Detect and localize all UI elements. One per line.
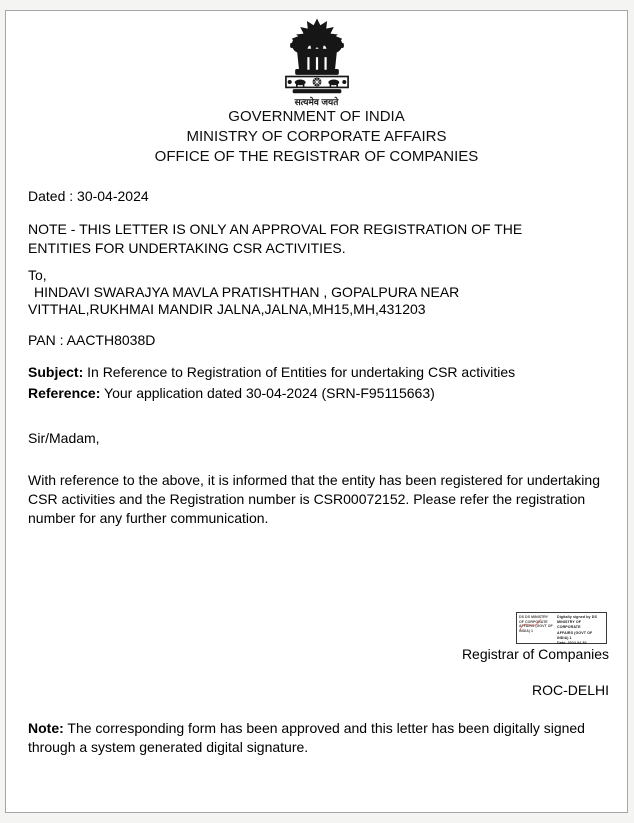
stamp-left-line: OF CORPORATE (519, 619, 548, 624)
reference-label: Reference: (28, 385, 101, 401)
letterhead-line-office: OFFICE OF THE REGISTRAR OF COMPANIES (154, 148, 479, 165)
stamp-left-line: DS DS MINISTRY (519, 615, 549, 619)
approval-note (28, 220, 522, 258)
ashoka-emblem-icon (275, 15, 359, 96)
letterhead-line-ministry: MINISTRY OF CORPORATE AFFAIRS (186, 128, 447, 145)
addressee-name-line: HINDAVI SWARAJYA MAVLA PRATISHTHAN , GOPALPURA NEAR (34, 284, 460, 300)
body-paragraph (28, 471, 612, 528)
signatory-office: ROC-DELHI (531, 682, 609, 698)
stamp-right-line: Digitally signed by DS (557, 615, 597, 619)
footer-note-line1 (28, 719, 608, 738)
approval-note-line1: NOTE - THIS LETTER IS ONLY AN APPROVAL FOR REGISTRATION OF THE (28, 221, 523, 237)
signatory-title: Registrar of Companies (461, 646, 609, 662)
salutation: Sir/Madam, (28, 430, 100, 446)
emblem-motto: सत्यमेव जयते (294, 97, 339, 107)
footer-note-line2: through a system generated digital signature. (28, 739, 309, 755)
reference-text: Your application dated 30-04-2024 (SRN-F95115663) (104, 385, 435, 401)
stamp-right-line: AFFAIRS (GOVT OF INDIA) 1 (557, 630, 593, 640)
pan-line: PAN : AACTH8038D (28, 332, 156, 348)
body-line3: number for any further communication. (28, 510, 269, 526)
letterhead (6, 107, 627, 167)
reference-line (28, 384, 435, 403)
approval-note-line2: ENTITIES FOR UNDERTAKING CSR ACTIVITIES. (28, 240, 346, 256)
to-label: To, (28, 267, 47, 283)
letterhead-line-government: GOVERNMENT OF INDIA (228, 108, 405, 125)
subject-text: In Reference to Registration of Entities for undertaking CSR activities (87, 364, 516, 380)
subject-label: Subject: (28, 364, 84, 380)
letter-page (5, 10, 628, 813)
emblem-block (6, 15, 627, 107)
footer-note-text1: The corresponding form has been approved and this letter has been digitally signed (67, 720, 585, 736)
stamp-right-line: Date: 2024.04.30 (557, 641, 587, 646)
stamp-signer-id (519, 615, 555, 641)
stamp-right-line: MINISTRY OF CORPORATE (557, 620, 582, 630)
footer-note (28, 719, 608, 757)
stamp-left-line: AFFAIRS (GOVT OF (519, 624, 553, 629)
addressee-address-line: VITTHAL,RUKHMAI MANDIR JALNA,JALNA,MH15,MH,431203 (28, 301, 426, 317)
body-line2: CSR activities and the Registration number is CSR00072152. Please refer the registration (28, 491, 586, 507)
addressee-block (28, 267, 459, 318)
stamp-left-line: INDIA) 1 (519, 628, 533, 633)
subject-line (28, 363, 515, 382)
stamp-signature-details (557, 615, 604, 646)
footer-note-label: Note: (28, 720, 64, 736)
body-line1: With reference to the above, it is informed that the entity has been registered for undertaking (28, 472, 600, 488)
dated-line: Dated : 30-04-2024 (28, 188, 149, 204)
digital-signature-stamp (516, 612, 607, 644)
